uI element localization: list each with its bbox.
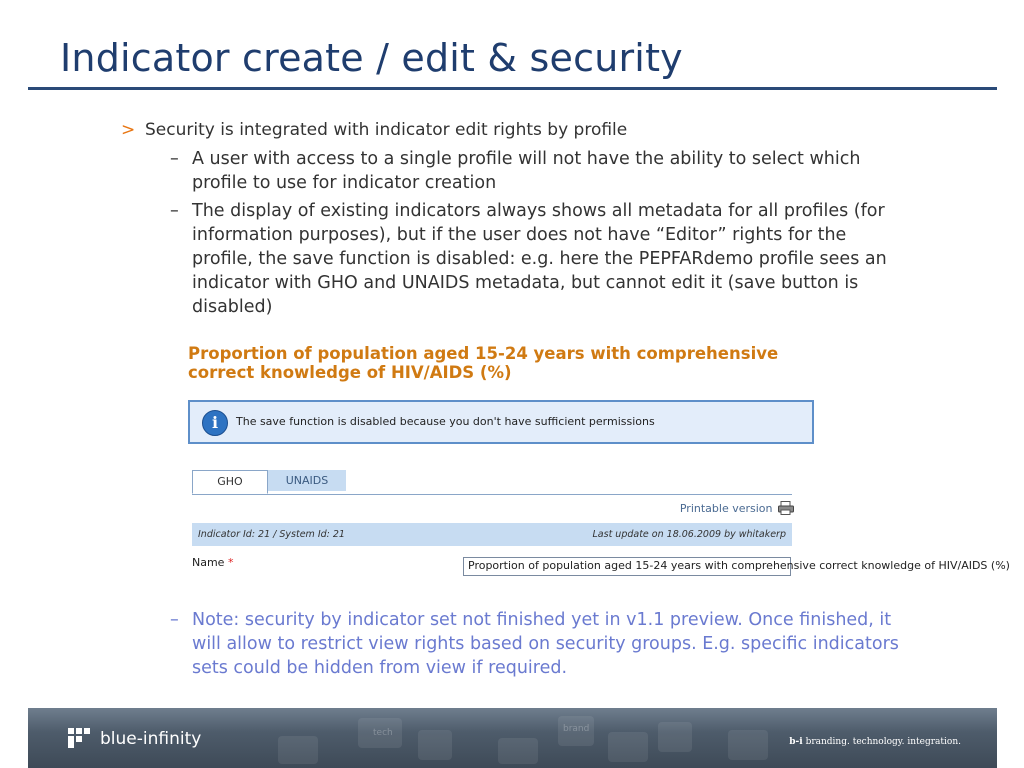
- footer-decor-block: [498, 738, 538, 764]
- footer-decor-word: tech: [373, 728, 393, 738]
- footer-decor-block: [658, 722, 692, 752]
- metadata-tabs: [192, 470, 792, 495]
- embedded-screenshot: [188, 342, 1010, 582]
- sub-bullet-3-text: Note: security by indicator set not finished yet in v1.1 preview. Once finished, it will allow to restrict view rights based on security groups. E.g. specific indicators sets could be hidden from view if required.: [192, 610, 899, 678]
- printer-icon: [778, 501, 794, 515]
- name-label-text: Name: [192, 556, 225, 569]
- dash-marker: –: [170, 149, 179, 169]
- footer-decor-block: [608, 732, 648, 762]
- footer-banner: [28, 708, 997, 768]
- indicator-meta-bar: [192, 523, 792, 546]
- indicator-ids: Indicator Id: 21 / System Id: 21: [198, 529, 345, 540]
- footer-decor-block: [278, 736, 318, 764]
- blue-infinity-logo-icon: [68, 728, 90, 748]
- sub-bullet-1-text: A user with access to a single profile will not have the ability to select which profile to use for indicator creation: [192, 149, 861, 193]
- sub-bullet-3: [170, 608, 910, 680]
- bullet-marker: >: [121, 120, 136, 140]
- sub-bullet-1: [170, 147, 910, 195]
- footer-decor-block: [728, 730, 768, 760]
- required-mark: *: [227, 556, 234, 569]
- printable-version-label: Printable version: [679, 502, 773, 515]
- indicator-title: Proportion of population aged 15-24 years with comprehensive correct knowledge of HIV/AIDS (%): [188, 344, 779, 382]
- printable-version-link[interactable]: [680, 501, 794, 515]
- dash-marker: –: [170, 610, 179, 630]
- bullet-main-text: Security is integrated with indicator edit rights by profile: [145, 120, 628, 140]
- name-input[interactable]: Proportion of population aged 15-24 years with comprehensive correct knowledge of HIV/AIDS (%): [463, 557, 791, 576]
- tagline-brand: b-i: [789, 737, 803, 747]
- footer-decor-word: brand: [563, 724, 590, 734]
- sub-bullet-2: [170, 199, 910, 319]
- footer-tagline: [789, 737, 961, 747]
- tab-unaids[interactable]: UNAIDS: [268, 470, 346, 491]
- tab-gho[interactable]: GHO: [192, 470, 268, 494]
- info-icon: i: [202, 410, 228, 436]
- permission-message: The save function is disabled because you don't have sufficient permissions: [236, 415, 655, 428]
- dash-marker: –: [170, 201, 179, 221]
- footer-decor-block: [418, 730, 452, 760]
- slide-title: Indicator create / edit & security: [60, 36, 683, 80]
- bullet-main: [121, 118, 627, 142]
- sub-bullet-2-text: The display of existing indicators always shows all metadata for all profiles (for information purposes), but if the user does not have “Editor” rights for the profile, the save function is disabled: e.g. here the PEPFARdemo profile sees an indicator with GHO and UNAIDS metadata, but cannot edit it (save button is disabled): [192, 201, 887, 317]
- tagline-text: branding. technology. integration.: [805, 737, 961, 747]
- last-update: Last update on 18.06.2009 by whitakerp: [592, 529, 786, 540]
- name-field-label: [192, 556, 233, 569]
- title-divider: [28, 87, 997, 90]
- logo-text: blue-infinity: [100, 729, 202, 749]
- permission-info-box: [188, 400, 814, 444]
